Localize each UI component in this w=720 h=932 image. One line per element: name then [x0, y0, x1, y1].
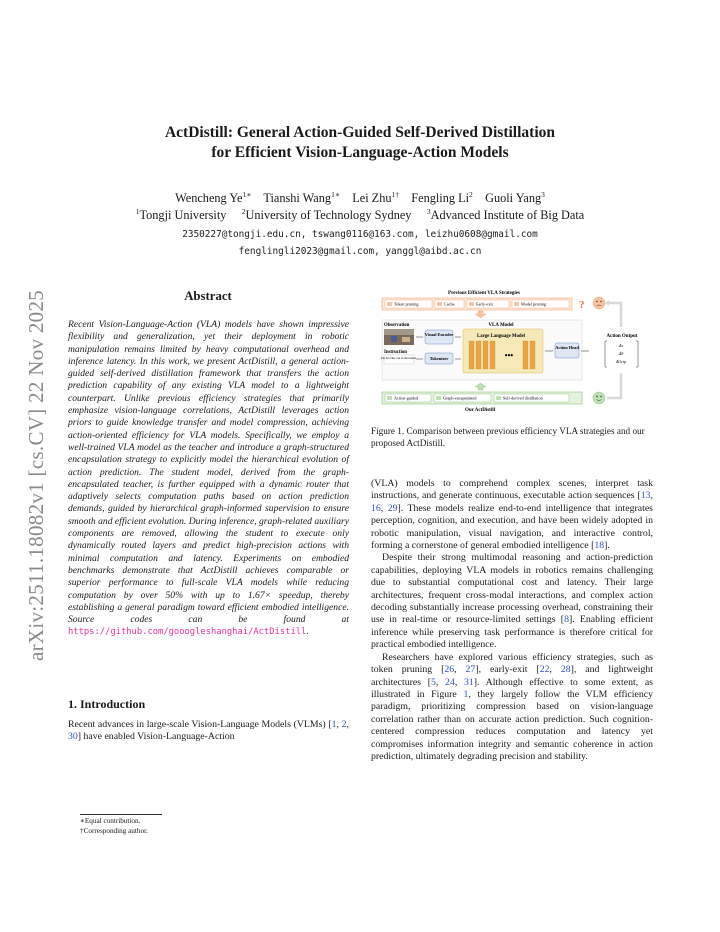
citation-link[interactable]: 31: [463, 676, 474, 688]
arrow-head-icon: [605, 300, 609, 306]
affiliation-list: [60, 207, 660, 223]
footnotes: [80, 817, 350, 836]
happy-face-icon: [593, 392, 605, 404]
feature-action-guided: [385, 394, 431, 402]
affiliation: $^3$Advanced Institute of Big Data: [426, 206, 585, 222]
footnote-divider: [80, 814, 162, 815]
fig-bottom-title: Our ActDistill: [464, 408, 496, 413]
citation-link[interactable]: 13: [640, 490, 651, 502]
citation-link[interactable]: 26: [444, 664, 455, 676]
feedback-arrow-bottom: [607, 373, 621, 398]
arxiv-stamp: [22, 260, 52, 690]
intro-right-column: [371, 478, 653, 763]
llm-label: Large Language Model: [477, 334, 525, 339]
observation-image: [384, 329, 414, 345]
svg-text:Δx: Δx: [618, 343, 624, 348]
layer-ellipsis: •••: [504, 351, 514, 360]
arxiv-id-text: arXiv:2511.18082v1 [cs.CV] 22 Nov 2025: [24, 289, 49, 661]
footnote-equal-contribution: ∗Equal contribution.: [80, 817, 141, 825]
abstract-body: Recent Vision-Language-Action (VLA) models have shown impressive flexibility and generalization, yet their deployment in robotic manipulation remains limited by heavy computational overhead and inference latency. In this work, we present ActDistill, a general action-guided self-derived distillation framework that transfers the action prediction capability of any existing VLA model to a lightweight counterpart. Unlike previous efficiency strategies that primarily emphasize vision-language correlations, ActDistill leverages action priors to guide knowledge transfer and model compression, achieving action-oriented efficiency for VLA models. Specifically, we employ a well-trained VLA model as the teacher and introduce a graph-structured encapsulation strategy to explicitly model the hierarchical evolution of action prediction. The student model, derived from the graph-encapsulated teacher, is further equipped with a dynamic router that adaptively selects computation paths based on action prediction demands, guided by hierarchical graph-informed supervision to ensure smooth and efficient evolution. During inference, graph-related auxiliary components are removed, allowing the student to execute only dynamically routed layers and predict high-precision actions with minimal computation and latency. Experiments on embodied benchmarks demonstrate that ActDistill achieves comparable or superior performance to full-scale VLA models while reducing computation by over 50% with up to 1.67× speedup, thereby establishing a general paradigm toward efficient embodied intelligence. Source codes can be found at https://github.com/gooogleshanghai/ActDistill.: [68, 319, 349, 638]
token-icon: [387, 302, 392, 306]
svg-text:Token pruning: Token pruning: [394, 301, 419, 307]
svg-text:Model pruning: Model pruning: [521, 301, 547, 307]
author: Guoli Yang$^3$: [485, 189, 545, 205]
svg-text:Self-derived distillation: Self-derived distillation: [503, 395, 543, 401]
strategy-model-pruning: [512, 300, 569, 308]
source-code-link[interactable]: https://github.com/gooogleshanghai/ActDistill: [68, 627, 307, 638]
intro-paragraph: Researchers have explored various efficiency strategies, such as token pruning [26, 27], early-exit [22, 28], and lightweight architectures [5, 24, 31]. Although effective to some extent, as illustrated in Figure 1, they largely follow the VLM efficiency paradigm, prioritizing compression based on vision-language correlation rather than on accurate action prediction. Such cognition-centered compression reduces computation and latency yet compromises information integrity and semantic coherence in action prediction, ultimately degrading precision and stability.: [371, 651, 653, 762]
figure-1-diagram: [371, 287, 653, 421]
intro-paragraph: (VLA) models to comprehend complex scenes, interpret task instructions, and generate continuous, executable action sequences [13, 16, 29]. These models realize end-to-end intelligence that integrates perception, cognition, and execution, and have been widely adopted in robotic manipulation, visual navigation, and interactive control, forming a cornerstone of general embodied intelligence [18].: [371, 478, 653, 552]
action-output-label: Action Output: [606, 334, 638, 339]
affiliation: $^1$Tongji University: [135, 206, 227, 222]
citation-link[interactable]: 30: [68, 731, 78, 743]
strategy-early-exit: [467, 300, 509, 308]
action-head-label: Action Head: [555, 345, 579, 350]
email-line-1: 2350227@tongji.edu.cn, tswang0116@163.com, leizhu0608@gmail.com: [182, 229, 538, 240]
affiliation: $^2$University of Technology Sydney: [241, 206, 412, 222]
paper-title: [60, 123, 660, 163]
svg-text:ΔGrip: ΔGrip: [615, 359, 627, 364]
instruction-text: Put the blue can in the basket.: [381, 355, 417, 360]
up-arrow-icon: [475, 383, 486, 390]
title-line-1: ActDistill: General Action-Guided Self-Derived Distillation: [164, 124, 556, 141]
svg-text:Cache: Cache: [444, 301, 455, 307]
svg-text:Δθ: Δθ: [618, 351, 624, 356]
email-list: [60, 226, 660, 260]
citation-link[interactable]: 27: [465, 664, 476, 676]
citation-link[interactable]: 5: [431, 676, 436, 688]
author: Wencheng $Ye^{1∗}$: [175, 189, 252, 205]
fig-top-title: Previous Efficient VLA Strategies: [448, 291, 520, 296]
tokenizer-label: Tokenizer: [429, 356, 449, 361]
observation-label: Observation: [384, 323, 410, 328]
svg-text:Early-exit: Early-exit: [476, 301, 493, 307]
citation-link[interactable]: 24: [445, 676, 455, 688]
citation-link[interactable]: 18: [594, 540, 605, 552]
down-arrow-icon: [475, 311, 486, 318]
strategy-token-pruning: [385, 300, 432, 308]
question-mark-icon: ?: [579, 299, 585, 311]
figure-1-caption: Figure 1. Comparison between previous efficiency VLA strategies and our proposed ActDistill.: [371, 426, 645, 448]
sad-face-icon: [593, 297, 605, 309]
abstract-heading: Abstract: [184, 289, 232, 303]
author-list: [60, 190, 660, 206]
title-line-2: for Efficient Vision-Language-Action Models: [211, 144, 509, 161]
citation-link[interactable]: 16: [371, 502, 381, 514]
intro-paragraph: Recent advances in large-scale Vision-Language Models (VLMs) [1, 2, 30] have enabled Vision-Language-Action: [68, 719, 349, 743]
graph-icon: [436, 396, 441, 400]
email-line-2: fenglingli2023@gmail.com, yanggl@aibd.ac.cn: [238, 246, 482, 257]
exit-icon: [469, 302, 474, 306]
vla-model-label: VLA Model: [488, 323, 514, 328]
feature-graph-encapsulated: [434, 394, 491, 402]
citation-link[interactable]: 1: [331, 719, 337, 730]
author: Tianshi Wang$^{1∗}$: [263, 189, 340, 205]
author: Lei Zhu$^{1\dagger}$: [352, 189, 399, 205]
visual-encoder-label: Visual Encoder: [424, 332, 454, 337]
feedback-arrow-top: [607, 303, 621, 327]
intro-paragraph: Despite their strong multimodal reasoning and action-prediction capabilities, deploying VLA models in robotics remains challenging due to substantial computational cost and latency. Their large architectures, frequent cross-modal interactions, and complex action decoding substantially increase processing overhead, constraining their use in real-time or resource-limited settings [8]. Enabling efficient inference while preserving task performance is therefore critical for practical embodied intelligence.: [371, 552, 653, 651]
cache-icon: [437, 302, 442, 306]
citation-link[interactable]: 28: [560, 664, 571, 676]
section-heading-introduction: 1. Introduction: [68, 697, 146, 711]
citation-link[interactable]: 1: [463, 688, 469, 700]
strategy-cache: [435, 300, 464, 308]
svg-text:Graph-encapsulated: Graph-encapsulated: [443, 395, 477, 401]
svg-text:Action-guided: Action-guided: [394, 395, 419, 401]
pruning-icon: [514, 302, 519, 306]
action-vector: [605, 341, 638, 367]
instruction-label: Instruction: [384, 350, 407, 355]
author: Fengling Li$^2$: [411, 189, 473, 205]
distill-icon: [496, 396, 501, 400]
citation-link[interactable]: 2: [341, 719, 347, 730]
citation-link[interactable]: 29: [387, 502, 398, 514]
citation-link[interactable]: 22: [539, 664, 550, 676]
feature-self-derived-distillation: [494, 394, 569, 402]
footnote-corresponding-author: †Corresponding author.: [80, 826, 148, 835]
action-icon: [387, 396, 392, 400]
citation-link[interactable]: 8: [564, 614, 569, 626]
